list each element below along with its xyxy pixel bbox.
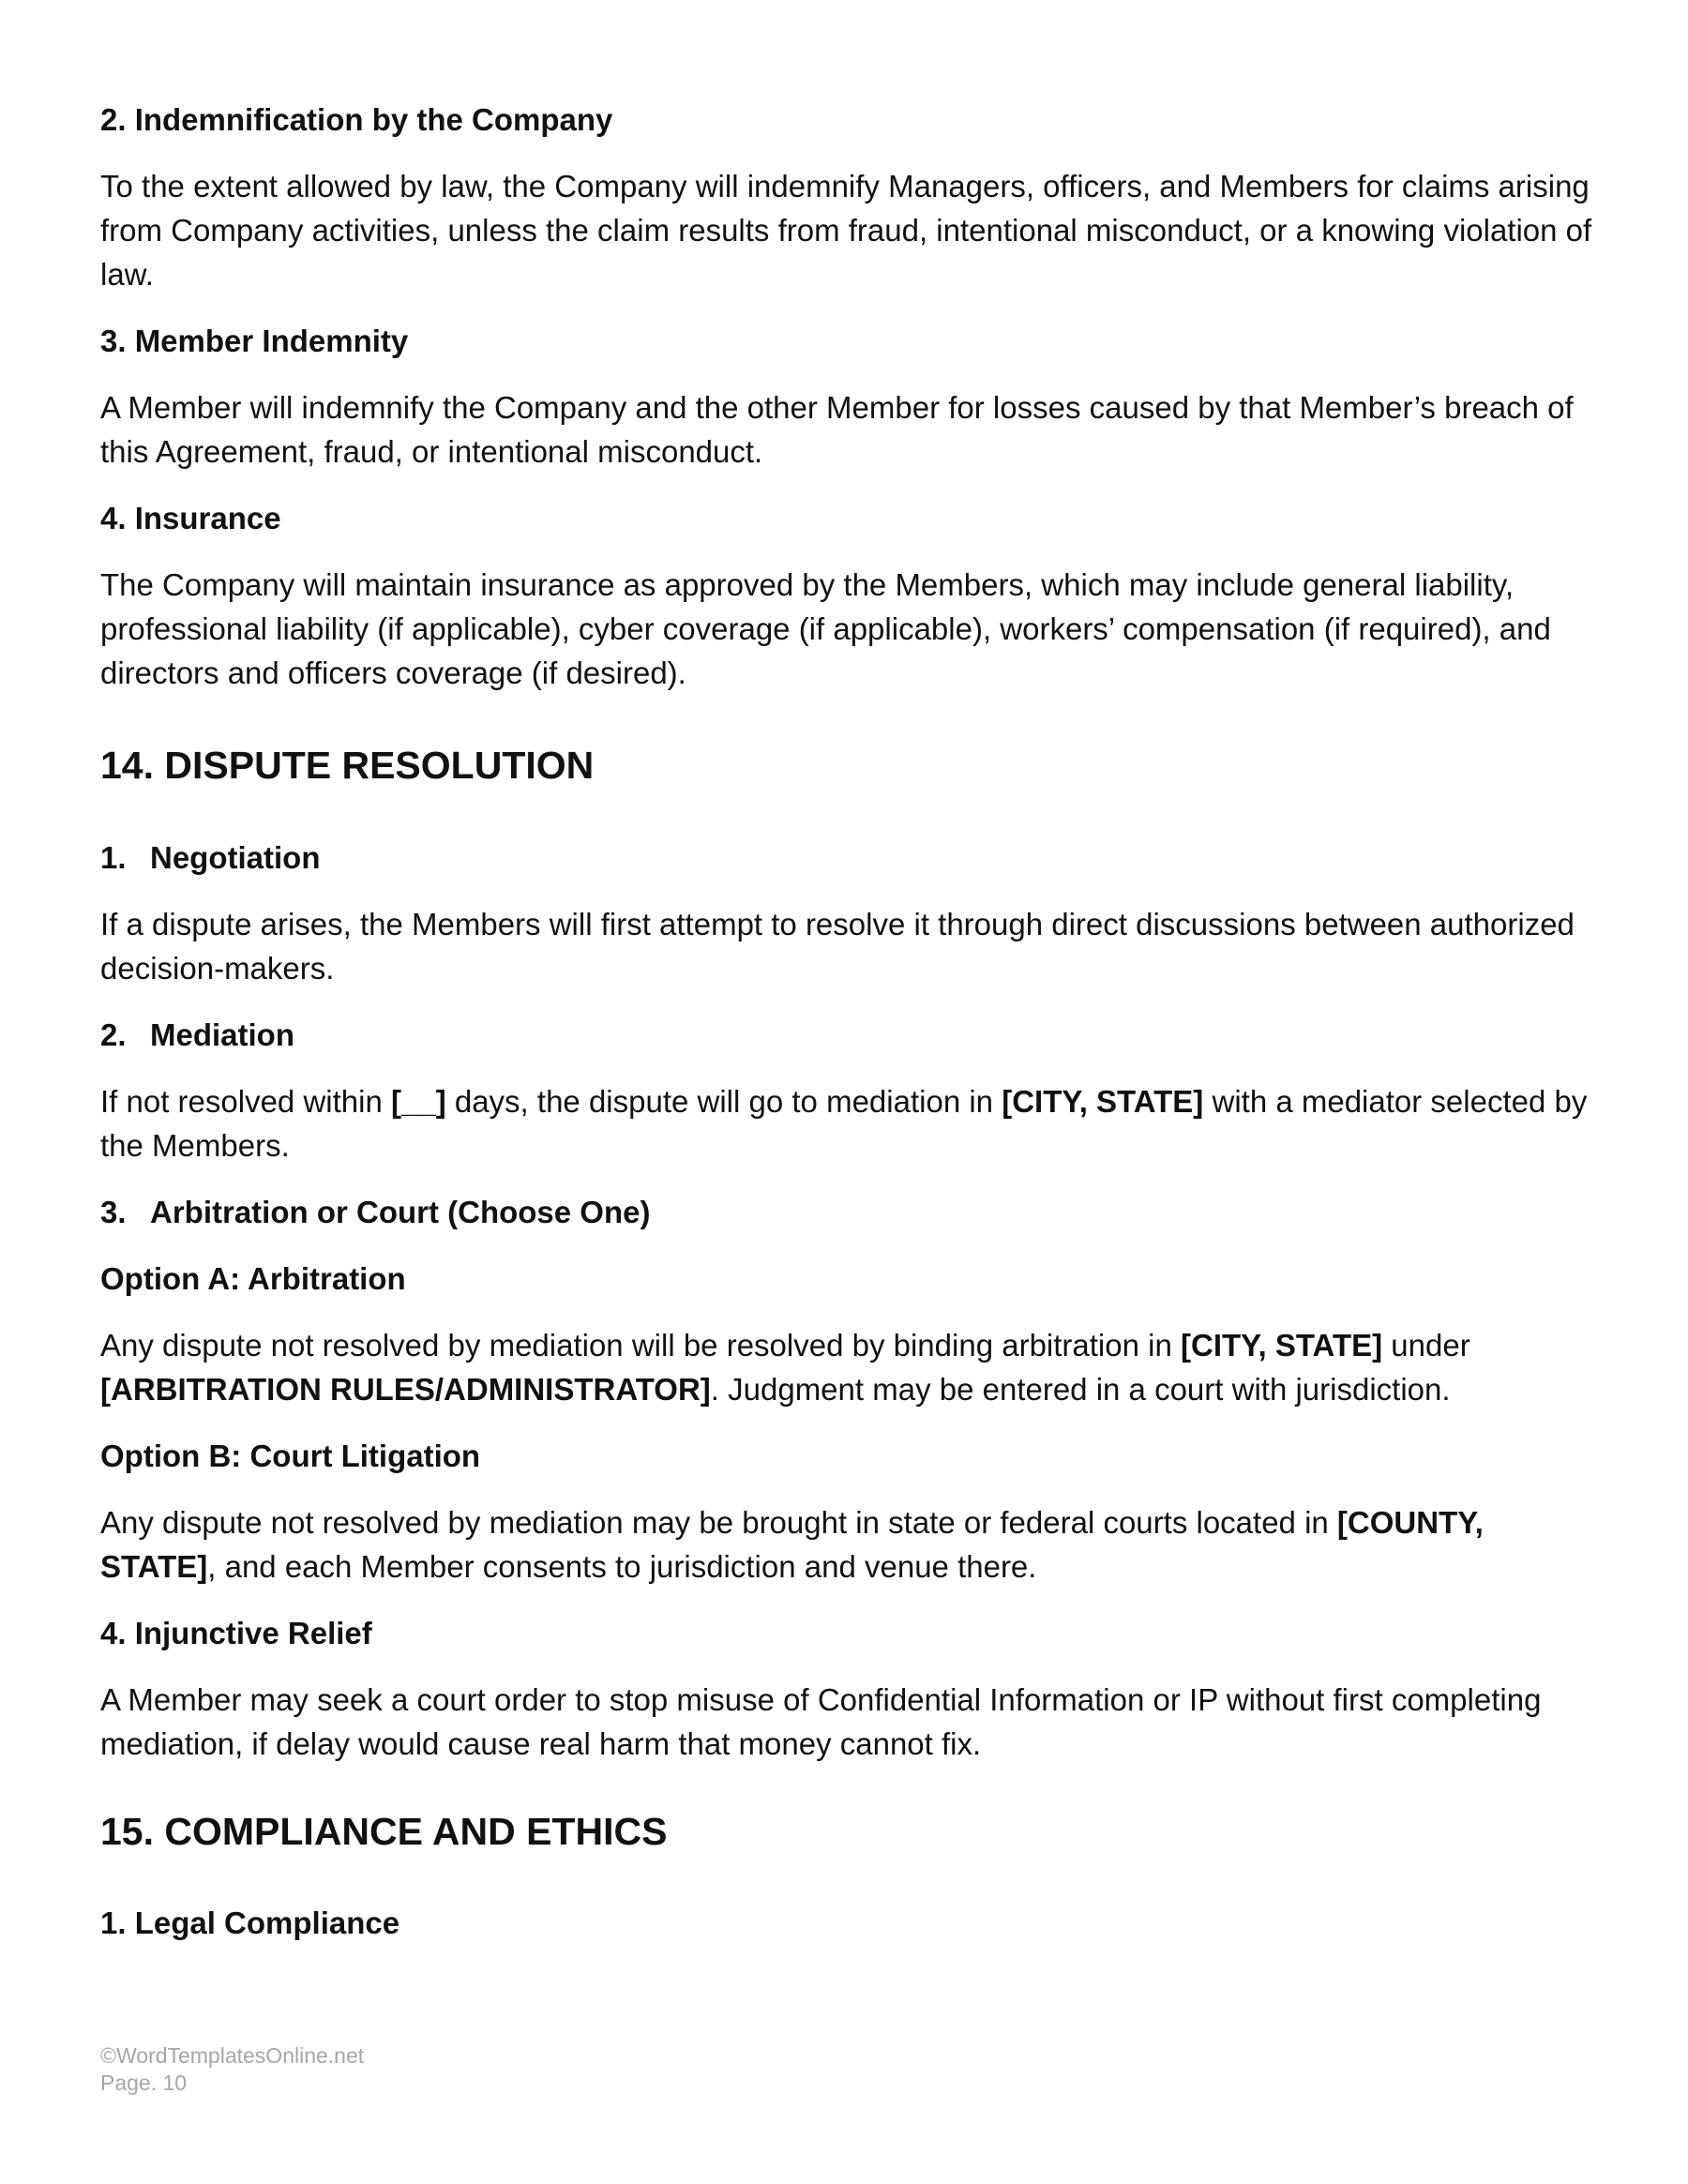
section-3-heading <box>100 321 1601 362</box>
section-4-paragraph-block <box>100 563 1601 695</box>
mediation-text-1: If not resolved within <box>100 1084 391 1119</box>
paragraph-mediation <box>100 1079 1601 1167</box>
option-b-text-1: Any dispute not resolved by mediation may be brought in state or federal courts located in <box>100 1505 1337 1540</box>
mediation-days-placeholder: [__] <box>391 1084 446 1119</box>
mediation-heading <box>100 1015 1601 1056</box>
option-a-paragraph-block <box>100 1323 1601 1411</box>
paragraph-indemnification-by-company: To the extent allowed by law, the Company will indemnify Managers, officers, and Members for claims arising from Company activities, unless the claim results from fraud, intentional misconduct, or a knowing violation of law. <box>100 169 1592 292</box>
legal-compliance-heading <box>100 1903 1601 1944</box>
injunctive-relief-heading <box>100 1613 1601 1654</box>
mediation-text-3: with a mediator selected by the Members. <box>100 1084 1588 1163</box>
heading-member-indemnity: 3. Member Indemnity <box>100 324 409 358</box>
section-2-heading <box>100 99 1601 141</box>
option-a-text-3: . Judgment may be entered in a court with jurisdiction. <box>710 1372 1451 1407</box>
paragraph-option-b <box>100 1500 1601 1589</box>
heading-negotiation: Negotiation <box>150 840 321 875</box>
section-14-title <box>100 741 1601 790</box>
heading-option-b-court-litigation: Option B: Court Litigation <box>100 1438 481 1473</box>
title-compliance-and-ethics: 15. COMPLIANCE AND ETHICS <box>100 1810 668 1853</box>
mediation-number: 2. <box>100 1017 127 1052</box>
negotiation-heading <box>100 837 1601 879</box>
footer-page-number: Page. 10 <box>100 2071 188 2095</box>
mediation-paragraph-block <box>100 1079 1601 1167</box>
option-a-city-state-placeholder: [CITY, STATE] <box>1181 1328 1383 1363</box>
section-4-heading <box>100 498 1601 539</box>
heading-mediation: Mediation <box>150 1017 294 1052</box>
option-a-heading <box>100 1258 1601 1300</box>
negotiation-paragraph-block <box>100 902 1601 990</box>
heading-legal-compliance: 1. Legal Compliance <box>100 1905 400 1940</box>
section-15-title <box>100 1807 1601 1856</box>
option-a-text-1: Any dispute not resolved by mediation will be resolved by binding arbitration in <box>100 1328 1181 1363</box>
heading-indemnification-by-company: 2. Indemnification by the Company <box>100 102 613 137</box>
paragraph-option-a <box>100 1323 1601 1411</box>
heading-injunctive-relief: 4. Injunctive Relief <box>100 1616 372 1650</box>
option-b-county-state-placeholder: [COUNTY, STATE] <box>100 1505 1484 1584</box>
section-2-paragraph-block <box>100 164 1601 296</box>
arbitration-number: 3. <box>100 1195 127 1229</box>
mediation-text-2: days, the dispute will go to mediation in <box>445 1084 1002 1119</box>
footer-copyright: ©WordTemplatesOnline.net <box>100 2043 365 2068</box>
heading-option-a-arbitration: Option A: Arbitration <box>100 1261 406 1296</box>
injunctive-relief-paragraph-block <box>100 1678 1601 1766</box>
paragraph-injunctive-relief: A Member may seek a court order to stop misuse of Confidential Information or IP without first completing mediation, if delay would cause real harm that money cannot fix. <box>100 1682 1542 1761</box>
paragraph-member-indemnity: A Member will indemnify the Company and the other Member for losses caused by that Member’s breach of this Agreement, fraud, or intentional misconduct. <box>100 390 1574 469</box>
section-3-paragraph-block <box>100 385 1601 474</box>
mediation-city-state-placeholder: [CITY, STATE] <box>1002 1084 1204 1119</box>
title-dispute-resolution: 14. DISPUTE RESOLUTION <box>100 744 595 787</box>
negotiation-number: 1. <box>100 840 127 875</box>
arbitration-or-court-heading <box>100 1192 1601 1233</box>
option-a-text-2: under <box>1382 1328 1470 1363</box>
option-b-paragraph-block <box>100 1500 1601 1589</box>
heading-insurance: 4. Insurance <box>100 501 281 535</box>
heading-arbitration-or-court: Arbitration or Court (Choose One) <box>150 1195 651 1229</box>
paragraph-insurance: The Company will maintain insurance as approved by the Members, which may include general liability, professional liability (if applicable), cyber coverage (if applicable), workers’ compensation (if required), and directors and officers coverage (if desired). <box>100 567 1551 690</box>
option-b-text-2: , and each Member consents to jurisdiction and venue there. <box>207 1549 1037 1584</box>
option-a-rules-placeholder: [ARBITRATION RULES/ADMINISTRATOR] <box>100 1372 711 1407</box>
option-b-heading <box>100 1436 1601 1477</box>
paragraph-negotiation: If a dispute arises, the Members will first attempt to resolve it through direct discussions between authorized decision-makers. <box>100 907 1575 986</box>
